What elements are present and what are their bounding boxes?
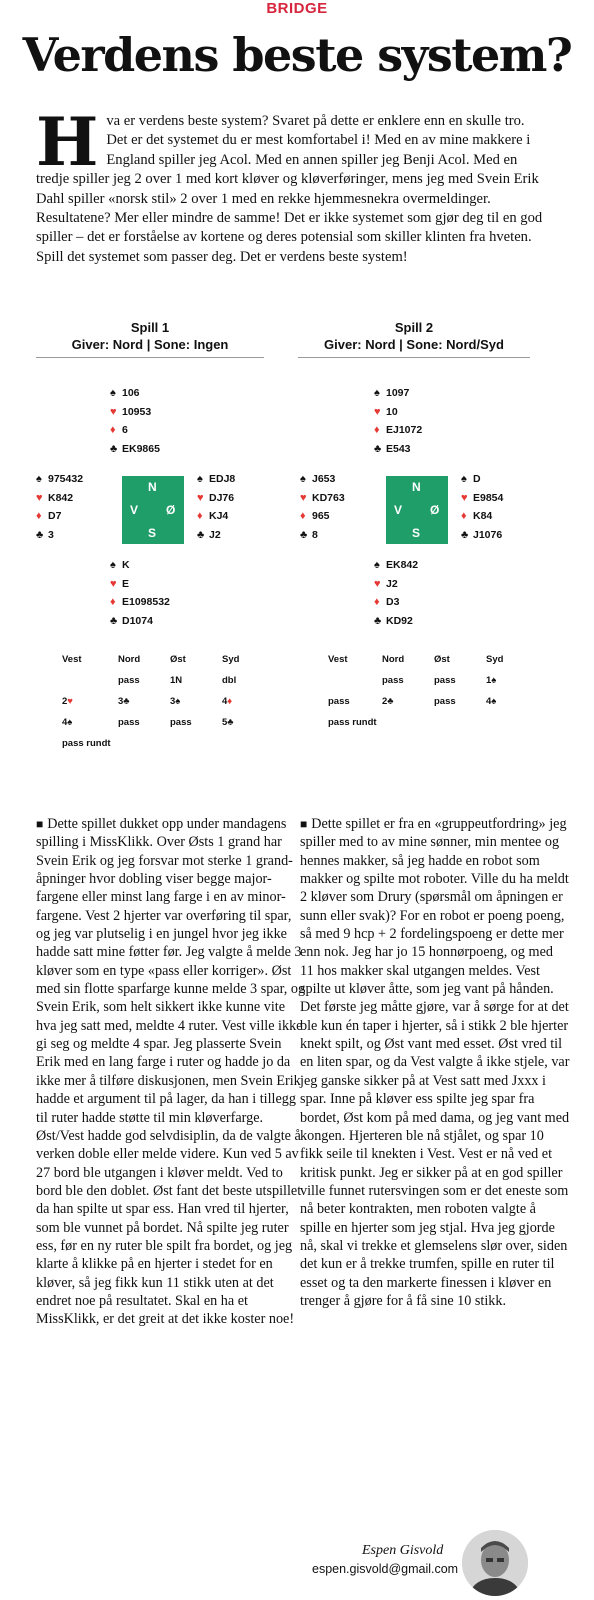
- west-clubs: ♣ 3: [36, 526, 83, 545]
- square-bullet-icon: ■: [300, 817, 308, 831]
- north-clubs: ♣ E543: [374, 440, 422, 459]
- spade-icon: ♠: [36, 473, 42, 485]
- heart-icon: ♥: [461, 491, 468, 504]
- diamond-icon: ♦: [110, 596, 116, 609]
- north-spades: ♠ 106: [110, 384, 160, 403]
- deal-2-south-hand: [374, 556, 418, 630]
- bid: pass: [118, 717, 140, 728]
- club-icon: ♣: [461, 528, 469, 541]
- deal-2-title: Spill 2: [394, 320, 434, 335]
- south-spades: ♠ EK842: [374, 556, 418, 575]
- heart-icon: ♥: [36, 491, 43, 504]
- club-icon: ♣: [300, 528, 308, 541]
- bid: 2♣: [382, 696, 394, 707]
- east-diamonds: ♦ KJ4: [197, 507, 235, 526]
- section-label: BRIDGE: [266, 0, 328, 17]
- article-column-right: ■ Dette spillet er fra en «gruppeutfordring» jeg spiller med to av mine sønner, min mentee og hennes makker, så jeg hadde en robot som makker og spilte mot roboter. Ville du ha meldt 2 kløver som Drury (spørsmål om åpningen er sunn eller svak)? For en robot er poeng poeng, så med 9 hcp + 2 fordelingspoeng er dette mer enn nok. Jeg har jo 15 honnørpoeng, og med 11 hos makker skal utgangen meldes. Vest spilte ut kløver åtte, som jeg vant på hånden. Det første jeg måtte gjøre, var å sørge for at det ble kun én taper i hjerter, så i stikk 2 ble hjerter knekt spilt, og Øst vant med esset. Øst vred til en liten spar, og da Vest valgte å ikke stjele, var jeg ganske sikker på at Vest satt med Jxxx i spar. Inne på kløver ess spilte jeg spar fra bordet, Øst kom på med dama, og jeg vant med kongen. Hjerteren ble nå stjålet, og spar 10 fikk seile til knekten i Vest. Vest er nå ved et kritisk punkt. Jeg er sikker på at en god spiller ville funnet rutersvingen som er det eneste som nå beter kontrakten, men roboten valgte å spille en hjerter som jeg stjal. Hva jeg gjorde nå, skal vi trekke et glemselens slør over, siden det kun er å trekke trumfen, spille en ruter til esset og ta den markerte finessen i kløver en trenger å gjøre for å få sine 10 stikk.: [300, 816, 570, 1309]
- west-hearts: ♥ K842: [36, 489, 83, 508]
- intro-paragraph: [36, 103, 548, 267]
- bid-header: Nord: [118, 654, 141, 665]
- diamond-icon: ♦: [374, 596, 380, 609]
- east-spades: ♠ EDJ8: [197, 470, 235, 489]
- diamond-icon: ♦: [197, 510, 203, 523]
- west-diamonds: ♦ D7: [36, 507, 83, 526]
- west-hearts: ♥ KD763: [300, 489, 345, 508]
- bid: 4♠: [486, 696, 497, 707]
- bid: pass rundt: [62, 738, 111, 749]
- article-column-left: ■ Dette spillet dukket opp under mandagens spilling i MissKlikk. Over Østs 1 grand har Svein Erik og jeg forsvar mot sterke 1 grand-åpninger hvor dobling viser begge major-fargene eller minst lang farge i en av minor-fargene. Vest 2 hjerter var overføring til spar, og jeg var plutselig i en jungel hvor jeg ikke hadde satt mine føtter før. Jeg valgte å melde 3 kløver som en type «pass eller korriger». Øst med sin flotte sparfarge kunne melde 3 spar, og Svein Erik, som helt sikkert ikke kunne vite hva jeg satt med, meldte 4 ruter. Vest ville ikke gi seg og meldte 4 spar. Jeg plasserte Svein Erik med en lang farge i ruter og hadde jo da ikke mer å tilføre diskusjonen, men Svein Erik hadde et argument til på lager, da han i tillegg til ruter hadde støtte til min kløverfarge. Øst/Vest hadde god selvdisiplin, da de valgte å verken doble eller melde videre. Kun ved 5 av 27 bord ble utgangen i kløver meldt. Ved to bord ble den doblet. Øst fant det beste utspillet da han spilte ut spar ess. Han vred til hjerter, som ble vunnet på bordet. Nå spilte jeg ruter ess, før en ny ruter ble spilt fra bordet, og jeg klarte å klikke på en hjerter i stedet for en kløver, så jeg fikk kun 11 stikk uten at det endret noe på resultatet. Skal en ha et MissKlikk, er det greit at det ikke koster noe!: [36, 816, 306, 1328]
- east-spades: ♠ D: [461, 470, 503, 489]
- diamond-icon: ♦: [300, 510, 306, 523]
- bid: pass: [328, 696, 350, 707]
- bid: pass: [434, 675, 456, 686]
- bid-header: Nord: [382, 654, 405, 665]
- deal-1-compass: N V Ø S: [122, 476, 184, 544]
- deal-1-title: Spill 1: [130, 320, 170, 335]
- headline: Verdens beste system?: [22, 28, 572, 82]
- diamond-icon: ♦: [374, 424, 380, 437]
- deal-2-divider: [298, 357, 530, 358]
- spade-icon: ♠: [374, 387, 380, 399]
- bid: 4♦: [222, 696, 233, 707]
- bid-header: Syd: [222, 654, 240, 665]
- club-icon: ♣: [374, 442, 382, 455]
- heart-icon: ♥: [300, 491, 307, 504]
- east-hearts: ♥ E9854: [461, 489, 503, 508]
- deal-2-compass: N V Ø S: [386, 476, 448, 544]
- deal-2-west-hand: [300, 470, 345, 544]
- west-spades: ♠ 975432: [36, 470, 83, 489]
- east-clubs: ♣ J2: [197, 526, 235, 545]
- spade-icon: ♠: [110, 559, 116, 571]
- deal-1-subtitle: Giver: Nord | Sone: Ingen: [71, 337, 229, 352]
- heart-icon: ♥: [197, 491, 204, 504]
- club-icon: ♣: [110, 442, 118, 455]
- east-hearts: ♥ DJ76: [197, 489, 235, 508]
- spade-icon: ♠: [461, 473, 467, 485]
- bid: 4♠: [62, 717, 73, 728]
- deal-2-east-hand: [461, 470, 503, 544]
- bid: pass: [170, 717, 192, 728]
- north-diamonds: ♦ 6: [110, 421, 160, 440]
- north-diamonds: ♦ EJ1072: [374, 421, 422, 440]
- east-clubs: ♣ J1076: [461, 526, 503, 545]
- south-hearts: ♥ J2: [374, 575, 418, 594]
- spade-icon: ♠: [374, 559, 380, 571]
- heart-icon: ♥: [374, 577, 381, 590]
- square-bullet-icon: ■: [36, 817, 44, 831]
- spade-icon: ♠: [197, 473, 203, 485]
- heart-icon: ♥: [374, 405, 381, 418]
- bid-header: Syd: [486, 654, 504, 665]
- author-photo: [462, 1530, 528, 1596]
- north-hearts: ♥ 10953: [110, 403, 160, 422]
- south-diamonds: ♦ D3: [374, 593, 418, 612]
- west-diamonds: ♦ 965: [300, 507, 345, 526]
- deal-1-north-hand: [110, 384, 160, 458]
- deal-1-east-hand: [197, 470, 235, 544]
- club-icon: ♣: [197, 528, 205, 541]
- bid: pass: [382, 675, 404, 686]
- bid: 5♣: [222, 717, 234, 728]
- bid: pass: [118, 675, 140, 686]
- club-icon: ♣: [374, 614, 382, 627]
- club-icon: ♣: [110, 614, 118, 627]
- north-spades: ♠ 1097: [374, 384, 422, 403]
- bid: 1♠: [486, 675, 497, 686]
- bid: pass: [434, 696, 456, 707]
- deal-2-north-hand: [374, 384, 422, 458]
- diamond-icon: ♦: [110, 424, 116, 437]
- drop-cap: H: [36, 103, 99, 181]
- bid: dbl: [222, 675, 237, 686]
- deal-2-header: [314, 319, 514, 353]
- spade-icon: ♠: [110, 387, 116, 399]
- club-icon: ♣: [36, 528, 44, 541]
- heart-icon: ♥: [110, 577, 117, 590]
- bid-header: Vest: [328, 654, 348, 665]
- spade-icon: ♠: [300, 473, 306, 485]
- south-clubs: ♣ KD92: [374, 612, 418, 631]
- north-hearts: ♥ 10: [374, 403, 422, 422]
- west-clubs: ♣ 8: [300, 526, 345, 545]
- south-spades: ♠ K: [110, 556, 170, 575]
- heart-icon: ♥: [110, 405, 117, 418]
- deal-2-subtitle: Giver: Nord | Sone: Nord/Syd: [324, 337, 504, 352]
- south-hearts: ♥ E: [110, 575, 170, 594]
- bid-header: Vest: [62, 654, 82, 665]
- author-email[interactable]: espen.gisvold@gmail.com: [312, 1562, 459, 1576]
- deal-1-west-hand: [36, 470, 83, 544]
- deal-1-south-hand: [110, 556, 170, 630]
- deal-1-header: [50, 319, 250, 353]
- south-diamonds: ♦ E1098532: [110, 593, 170, 612]
- bid: pass rundt: [328, 717, 377, 728]
- bid-header: Øst: [434, 654, 450, 665]
- bid: 2♥: [62, 696, 73, 707]
- bid: 3♠: [170, 696, 181, 707]
- west-spades: ♠ J653: [300, 470, 345, 489]
- author-name: Espen Gisvold: [362, 1543, 444, 1558]
- north-clubs: ♣ EK9865: [110, 440, 160, 459]
- intro-text: va er verdens beste system? Svaret på dette er enklere enn en skulle tro. Det er det systemet du er mest komfortabel i! Med en av mine makkere i England spiller jeg Acol. Med en annen spiller jeg Benji Acol. Med en tredje spiller jeg 2 over 1 med kort kløver og kløverføringer, mens jeg med Svein Erik Dahl spiller «norsk stil» 2 over 1 med en rekke hjemmesnekra overmeldinger. Resultatene? Mer eller mindre de samme! Det er ikke systemet som gjør deg til en god spiller – det er forståelse av kortene og deres potensial som skiller klinten fra hveten. Spill det systemet som passer deg. Det er verdens beste system!: [36, 113, 543, 265]
- deal-1-divider: [36, 357, 264, 358]
- east-diamonds: ♦ K84: [461, 507, 503, 526]
- diamond-icon: ♦: [36, 510, 42, 523]
- bid-header: Øst: [170, 654, 186, 665]
- south-clubs: ♣ D1074: [110, 612, 170, 631]
- diamond-icon: ♦: [461, 510, 467, 523]
- bid: 1N: [170, 675, 183, 686]
- bid: 3♣: [118, 696, 130, 707]
